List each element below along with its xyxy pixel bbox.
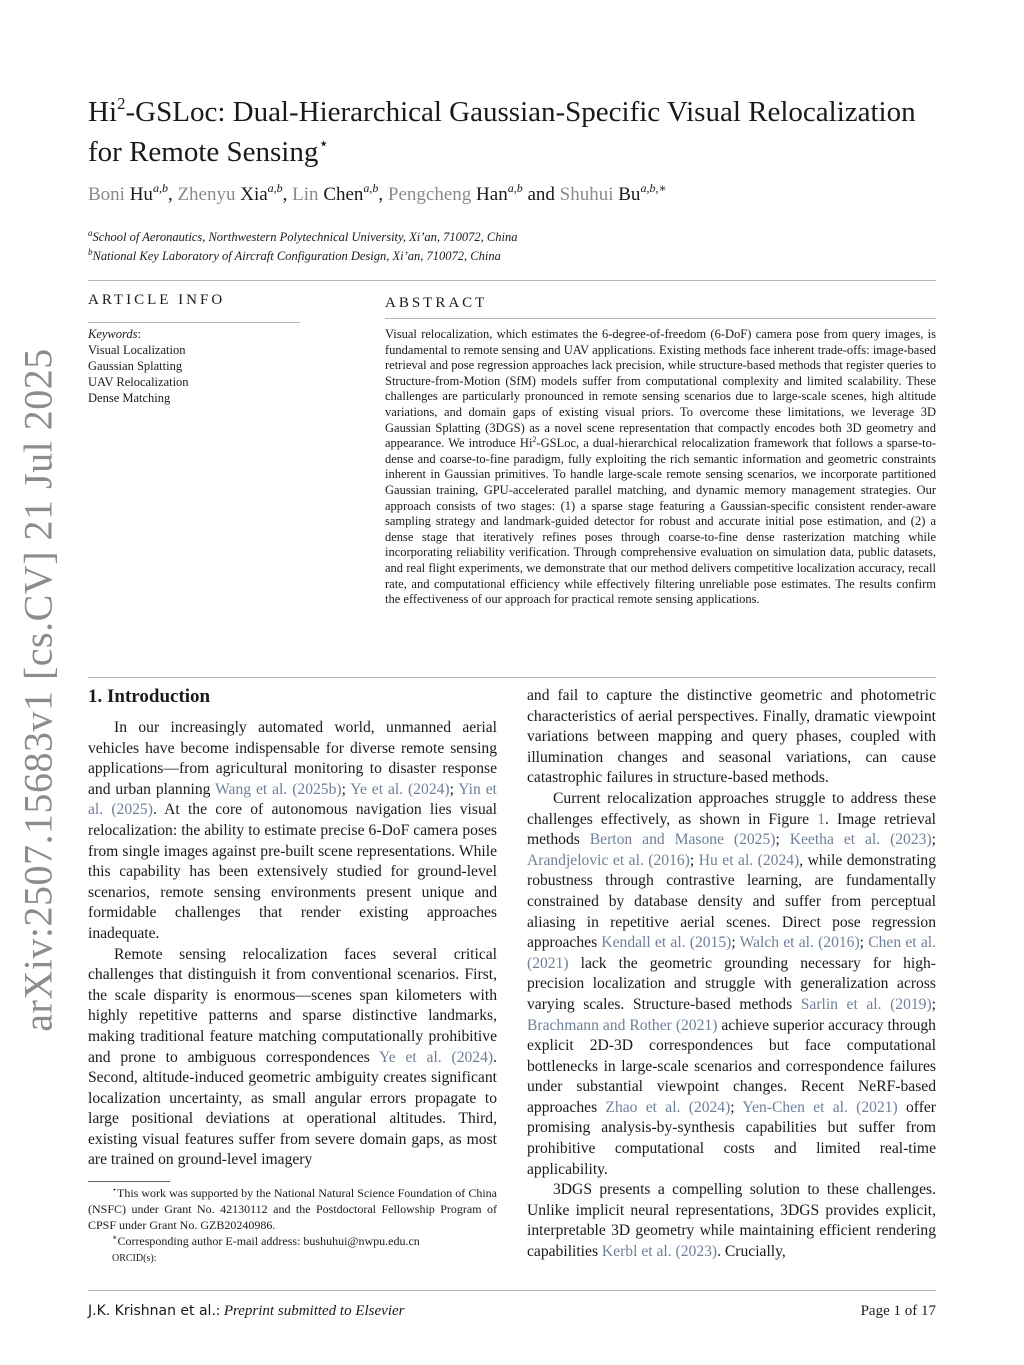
author-separator: , <box>282 184 293 205</box>
footnotes <box>88 1185 497 1267</box>
citation-link[interactable]: Keetha et al. (2023) <box>789 831 932 849</box>
citation-link[interactable]: Walch et al. (2016) <box>739 934 860 952</box>
author-name[interactable]: Zhenyu Xia$^{a,b}$ <box>177 181 283 205</box>
keyword-item: Visual Localization <box>88 343 186 357</box>
citation-link[interactable]: Hu et al. (2024) <box>698 851 800 869</box>
author-separator: and <box>522 184 560 205</box>
affiliation-text: School of Aeronautics, Northwestern Polytechnical University, Xi’an, 710072, China <box>92 230 518 244</box>
footer-divider <box>88 1290 936 1291</box>
paper-title <box>88 92 948 172</box>
affiliation <box>88 230 517 245</box>
author-name[interactable]: Boni Hu$^{a,b}$ <box>88 181 168 205</box>
author-name[interactable]: Pengcheng Han$^{a,b}$ <box>387 181 523 205</box>
arxiv-stamp-text: arXiv:2507.15683v1 [cs.CV] 21 Jul 2025 <box>15 348 61 1032</box>
keyword-item: Gaussian Splatting <box>88 359 183 373</box>
body-paragraph: In our increasingly automated world, unmanned aerial vehicles have become indispensable for diverse remote sensing applications—from agricultural monitoring to disaster response and urban planning Wang et al. (2025b); Ye et al. (2024); Yin et al. (2025). At the core of autonomous navigation lies visual relocalization: the ability to estimate precise 6-DoF camera poses from single images against pre-built scene representations. While this capability has been extensively studied for ground-level scenarios, remote sensing environments present unique and formidable challenges that render existing approaches inadequate. <box>88 719 498 942</box>
keywords-label: Keywords <box>88 327 138 341</box>
section-heading-introduction: 1. Introduction <box>88 686 211 707</box>
citation-link[interactable]: Kerbl et al. (2023) <box>601 1243 718 1261</box>
header-divider <box>88 280 936 281</box>
body-column-left <box>88 718 497 1171</box>
author-separator: , <box>167 184 178 205</box>
citation-link[interactable]: Chen et al. (2021) <box>527 934 936 972</box>
footer-author: J.K. Krishnan et al. <box>88 1303 216 1319</box>
citation-link[interactable]: Arandjelovic et al. (2016) <box>527 851 690 869</box>
title-line1: -GSLoc: Dual-Hierarchical Gaussian-Specific Visual Relocalization <box>125 96 916 128</box>
citation-link[interactable]: Ye et al. (2024) <box>350 780 450 798</box>
keywords-block: Keywords: Visual Localization Gaussian Splatting UAV Relocalization Dense Matching <box>88 326 308 406</box>
affiliation-mark: b <box>88 247 93 257</box>
arxiv-identifier-stamp <box>8 348 68 1032</box>
orcid-footnote: ORCID(s): <box>112 1253 157 1264</box>
footer-status: Preprint submitted to Elsevier <box>223 1303 405 1319</box>
title-star-icon[interactable]: ⋆ <box>318 134 330 153</box>
citation-link[interactable]: Brachmann and Rother (2021) <box>527 1016 718 1034</box>
author-separator: , <box>378 184 388 205</box>
author-list <box>88 181 948 206</box>
affiliation <box>88 249 501 264</box>
author-name[interactable]: Shuhui $Bu^{a,b,∗}$ <box>559 181 667 205</box>
body-paragraph: Current relocalization approaches struggle to address these challenges effectively, as shown in Figure 1. Image retrieval methods Berton and Masone (2025); Keetha et al. (2023); Arandjelovic et al. (2016); Hu et al. (2024), while demonstrating robustness through contrastive learning, are fundamentally constrained by database density and suffer from perceptual aliasing in repetitive aerial scenes. Direct pose regression approaches Kendall et al. (2015); Walch et al. (2016); Chen et al. (2021) lack the geometric grounding necessary for high-precision localization and struggle with generalization across varying scales. Structure-based methods Sarlin et al. (2019); Brachmann and Rother (2021) achieve superior accuracy through explicit 2D-3D correspondences but face computational bottlenecks in large-scale scenarios and correspondence failures under substantial viewpoint changes. Recent NeRF-based approaches Zhao et al. (2024); Yen-Chen et al. (2021) offer promising analysis-by-synthesis capabilities but suffer from prohibitive computational costs and limited real-time applicability. <box>527 789 937 1178</box>
affiliation-text: National Key Laboratory of Aircraft Configuration Design, Xi’an, 710072, China <box>92 249 501 263</box>
citation-link[interactable]: Wang et al. (2025b) <box>215 780 342 798</box>
body-paragraph: Remote sensing relocalization faces several critical challenges that distinguish it from conventional scenarios. First, the scale disparity is enormous—scenes span kilometers with highly repetitive patterns and sparse distinctive landmarks, making traditional feature matching computationally prohibitive and prone to ambiguous correspondences Ye et al. (2024). Second, altitude-induced geometric ambiguity creates significant localization uncertainty, as small angular errors propagate to large positional deviations at operational altitudes. Third, existing visual features suffer from severe domain gaps, as most are trained on ground-level imagery <box>88 945 497 1169</box>
citation-link[interactable]: Yen-Chen et al. (2021) <box>742 1098 898 1116</box>
citation-link[interactable]: Berton and Masone (2025) <box>589 831 776 849</box>
footer-left: J.K. Krishnan et al.: Preprint submitted to Elsevier <box>88 1303 405 1319</box>
abstract-divider <box>385 318 936 319</box>
corresponding-author-footnote: ∗Corresponding author E-mail address: bushuhui@nwpu.edu.cn <box>112 1233 420 1248</box>
article-info-heading: ARTICLE INFO <box>88 292 226 308</box>
figure-reference-link[interactable]: 1 <box>817 810 825 828</box>
keyword-item: UAV Relocalization <box>88 375 189 389</box>
body-column-right <box>527 686 936 1263</box>
body-paragraph: 3DGS presents a compelling solution to these challenges. Unlike implicit neural representations, 3DGS provides explicit, interpretable 3D geometry while maintaining efficient rendering capabilities Kerbl et al. (2023). Crucially, <box>527 1181 936 1261</box>
citation-link[interactable]: Zhao et al. (2024) <box>605 1098 731 1116</box>
citation-link[interactable]: Ye et al. (2024) <box>379 1048 494 1066</box>
citation-link[interactable]: Kendall et al. (2015) <box>601 934 732 952</box>
footnote-divider <box>88 1181 170 1182</box>
title-line2: for Remote Sensing <box>88 136 319 168</box>
funding-footnote: ⋆This work was supported by the National Natural Science Foundation of China (NSFC) under Grant No. 42130112 and the Postdoctoral Fellowship Program of CPSF under Grant No. GZB20240986. <box>88 1185 497 1232</box>
title-prefix: Hi <box>88 96 117 128</box>
affiliation-mark: a <box>88 228 93 238</box>
citation-link[interactable]: Yin et al. (2025) <box>88 780 497 819</box>
title-superscript: 2 <box>117 94 126 113</box>
body-paragraph: and fail to capture the distinctive geometric and photometric characteristics of aerial perspectives. Finally, dramatic viewpoint variations between mapping and query phases, coupled with illumination changes and seasonal variations, can cause catastrophic failures in structure-based methods. <box>527 687 936 787</box>
author-name[interactable]: Lin Chen$^{a,b}$ <box>292 181 379 205</box>
keyword-item: Dense Matching <box>88 391 171 405</box>
page-number: Page 1 of 17 <box>860 1303 936 1319</box>
abstract-body: Visual relocalization, which estimates the 6-degree-of-freedom (6-DoF) camera pose from query images, is fundamental to remote sensing and UAV applications. Existing methods face inherent trade-offs: image-based retrieval and pose regression approaches lack precision, while structure-based methods that register queries to Structure-from-Motion (SfM) models suffer from computational complexity and limited scalability. These challenges are particularly pronounced in remote sensing scenarios due to large-scale scenes, high altitude variations, and domain gaps of existing visual priors. To overcome these limitations, we leverage 3D Gaussian Splatting (3DGS) as a novel scene representation that compactly encodes both 3D geometry and appearance. We introduce Hi$^2$-GSLoc, a dual-hierarchical relocalization framework that follows a sparse-to-dense and coarse-to-fine paradigm, fully exploiting the rich semantic information and geometric constraints inherent in Gaussian primitives. To handle large-scale remote sensing scenarios, we incorporate partitioned Gaussian training, GPU-accelerated parallel matching, and dynamic memory management strategies. Our approach consists of two stages: (1) a sparse stage featuring a Gaussian-specific consistent render-aware sampling strategy and landmark-guided detector for robust and accurate initial pose estimation, and (2) a dense stage that iteratively refines poses through coarse-to-fine dense rasterization matching while incorporating reliability verification. Through comprehensive evaluation on simulation data, public datasets, and real flight experiments, we demonstrate that our method delivers competitive localization accuracy, recall rate, and computational efficiency while effectively filtering unreliable pose estimates. The results confirm the effectiveness of our approach for practical remote sensing applications. <box>385 327 936 607</box>
abstract-heading: ABSTRACT <box>385 295 488 311</box>
body-divider <box>88 677 936 678</box>
article-info-divider <box>88 322 300 323</box>
citation-link[interactable]: Sarlin et al. (2019) <box>800 995 932 1013</box>
